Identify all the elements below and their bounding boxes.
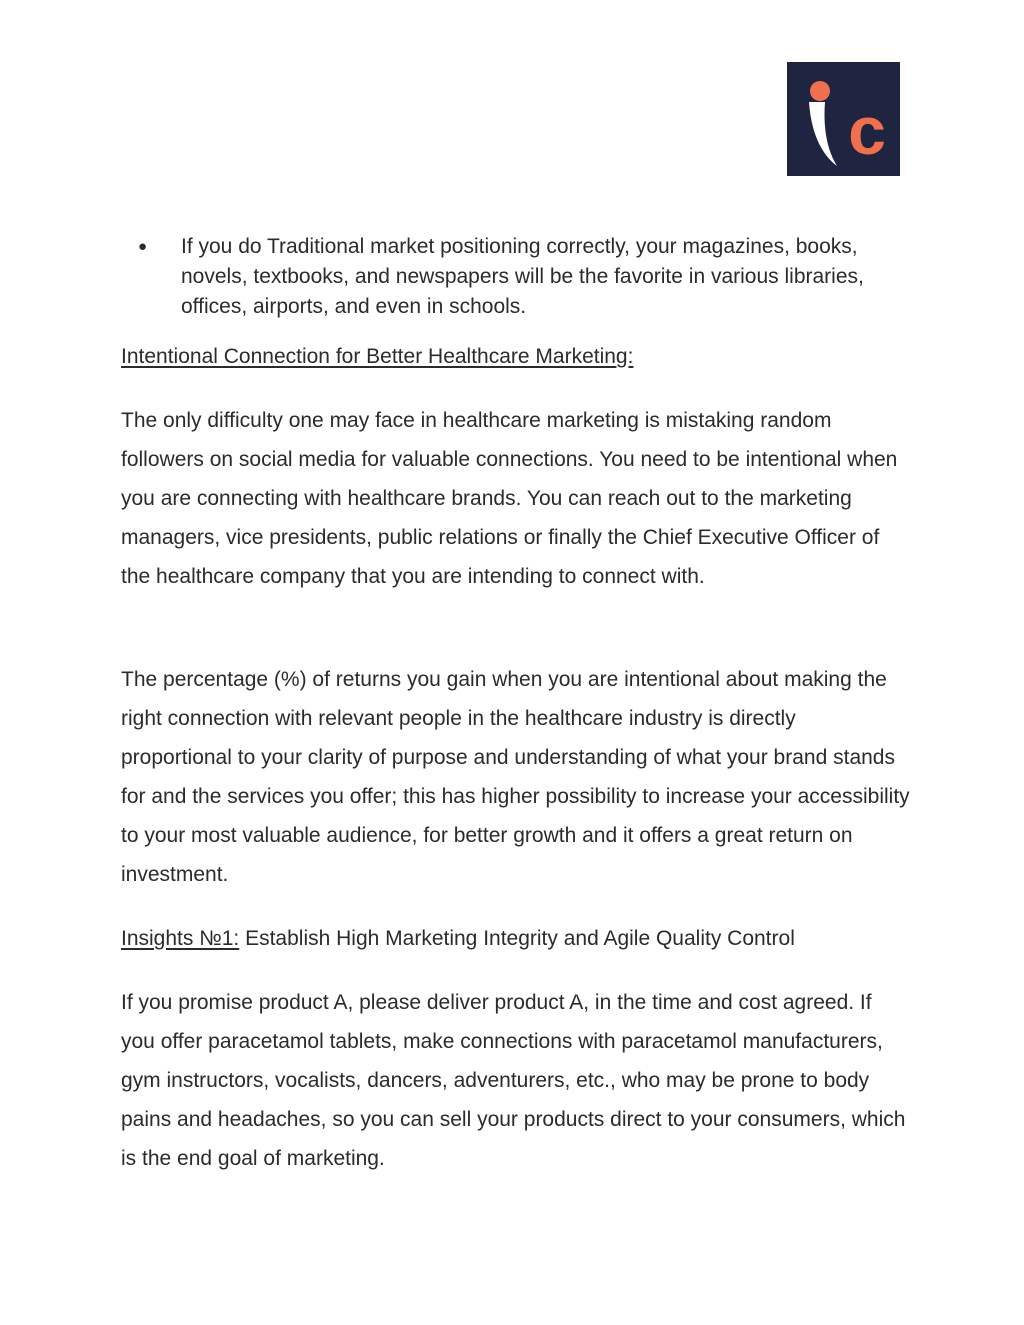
logo-icon xyxy=(787,62,900,176)
heading-label: Insights №1: xyxy=(121,927,240,950)
list-item xyxy=(121,232,911,322)
bullet-list xyxy=(121,232,911,322)
bullet-text: If you do Traditional market positioning correctly, your magazines, books, novels, textbooks, and newspapers will be the favorite in various libraries, offices, airports, and even in schools. xyxy=(181,235,864,318)
paragraph-difficulty: The only difficulty one may face in healthcare marketing is mistaking random followers on social media for valuable connections. You need to be intentional when you are connecting with healthcare brands. You can reach out to the marketing managers, vice presidents, public relations or finally the Chief Executive Officer of the healthcare company that you are intending to connect with. xyxy=(121,409,898,588)
paragraph-promise: If you promise product A, please deliver product A, in the time and cost agreed. If you offer paracetamol tablets, make connections with paracetamol manufacturers, gym instructors, vocalists, dancers, adventurers, etc., who may be prone to body pains and headaches, so you can sell your products direct to your consumers, which is the end goal of marketing. xyxy=(121,991,906,1170)
heading-text: Establish High Marketing Integrity and Agile Quality Control xyxy=(239,927,795,950)
section-heading-insights-1 xyxy=(121,924,911,954)
logo-letter: c xyxy=(848,93,886,169)
bullet-marker: ● xyxy=(138,238,148,255)
paragraph-returns: The percentage (%) of returns you gain when you are intentional about making the right connection with relevant people in the healthcare industry is directly proportional to your clarity of purpose and understanding of what your brand stands for and the services you offer; this has higher possibility to increase your accessibility to your most valuable audience, for better growth and it offers a great return on investment. xyxy=(121,668,910,886)
heading-text: Intentional Connection for Better Healthcare Marketing: xyxy=(121,345,634,368)
section-heading-intentional-connection xyxy=(121,342,911,372)
company-logo xyxy=(787,62,900,176)
